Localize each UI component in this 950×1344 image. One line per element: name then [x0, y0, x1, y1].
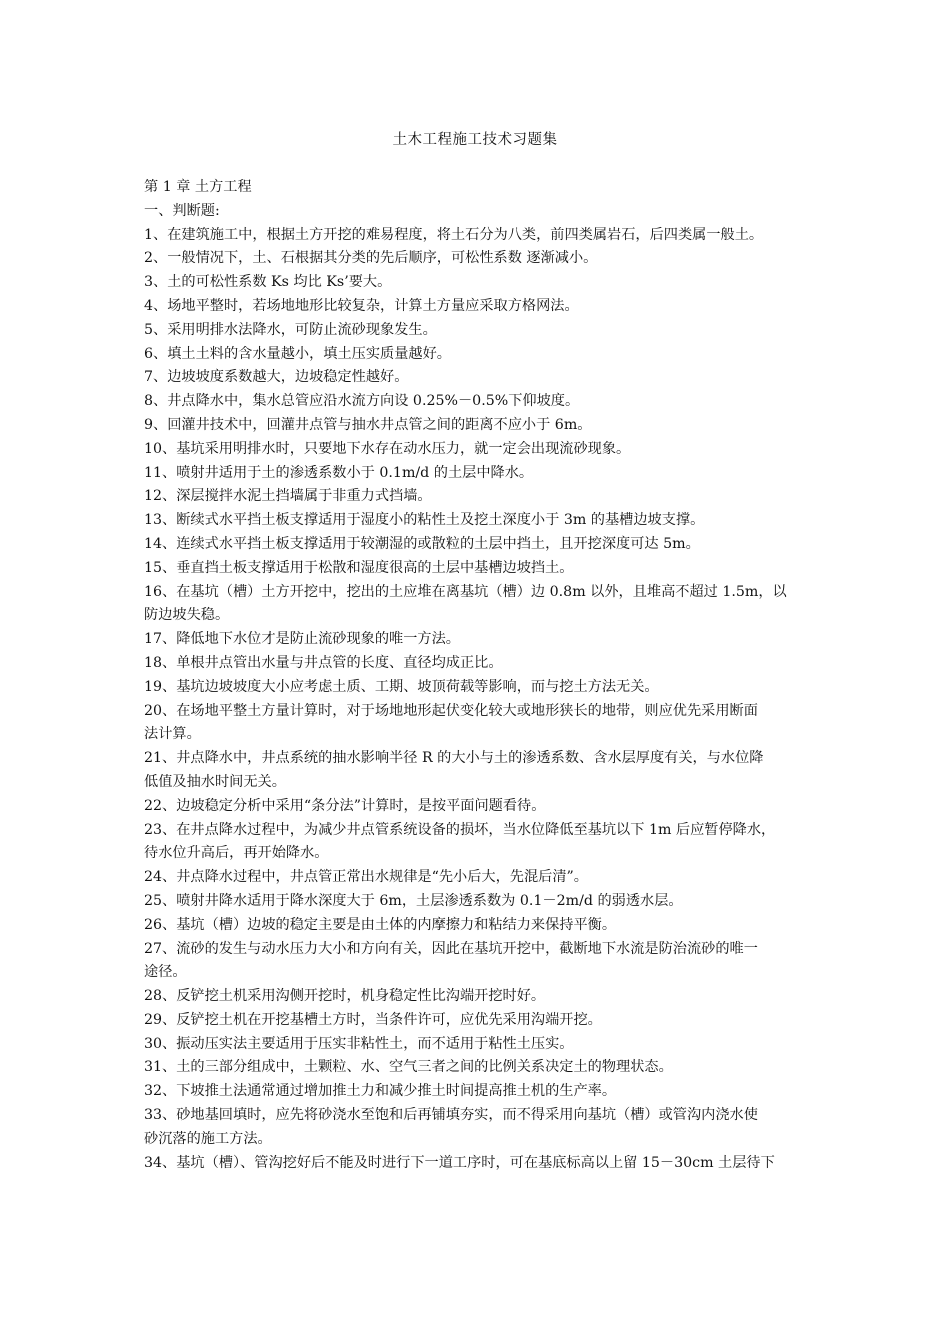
question-item [144, 1080, 878, 1104]
question-text: 4、场地平整时，若场地地形比较复杂，计算土方量应采取方格网法。 [144, 297, 579, 314]
question-item [144, 462, 878, 486]
question-text: 11、喷射井适用于土的渗透系数小于 0.1m/d 的土层中降水。 [144, 464, 534, 481]
question-item [144, 271, 878, 295]
question-item [144, 1056, 878, 1080]
question-text: 32、下坡推土法通常通过增加推土力和减少推土时间提高推土机的生产率。 [144, 1083, 617, 1100]
question-item [144, 747, 878, 795]
chapter-heading: 第 1 章 土方工程 [144, 179, 252, 195]
question-list [144, 224, 878, 1176]
question-text-continued: 待水位升高后，再开始降水。 [144, 845, 329, 862]
question-item [144, 1104, 878, 1152]
question-item [144, 890, 878, 914]
question-item [144, 319, 878, 343]
question-text: 18、单根井点管出水量与井点管的长度、直径均成正比。 [144, 654, 503, 671]
question-text: 29、反铲挖土机在开挖基槽土方时，当条件许可，应优先采用沟端开挖。 [144, 1011, 602, 1028]
question-item [144, 366, 878, 390]
question-item [144, 1152, 878, 1176]
document-title: 土木工程施工技术习题集 [392, 132, 558, 148]
question-text: 30、振动压实法主要适用于压实非粘性土，而不适用于粘性土压实。 [144, 1035, 574, 1052]
question-item [144, 1033, 878, 1057]
question-item [144, 295, 878, 319]
question-text: 13、断续式水平挡土板支撑适用于湿度小的粘性土及挖土深度小于 3m 的基槽边坡支撑。 [144, 512, 705, 529]
question-item [144, 390, 878, 414]
question-text: 6、填土土料的含水量越小，填土压实质量越好。 [144, 345, 451, 362]
question-text: 26、基坑（槽）边坡的稳定主要是由土体的内摩擦力和粘结力来保持平衡。 [144, 916, 617, 933]
question-item [144, 700, 878, 748]
question-text-continued: 低值及抽水时间无关。 [144, 773, 286, 790]
question-text: 22、边坡稳定分析中采用“条分法”计算时，是按平面问题看待。 [144, 797, 546, 814]
question-text: 15、垂直挡土板支撑适用于松散和湿度很高的土层中基槽边坡挡土。 [144, 559, 574, 576]
question-text: 23、在井点降水过程中，为减少井点管系统设备的损坏，当水位降低至基坑以下 1m 后应暂停降水， [144, 821, 776, 838]
question-item [144, 866, 878, 890]
question-text: 31、土的三部分组成中，土颗粒、水、空气三者之间的比例关系决定土的物理状态。 [144, 1059, 673, 1076]
question-text: 1、在建筑施工中，根据土方开挖的难易程度，将土石分为八类，前四类属岩石，后四类属一般土。 [144, 226, 764, 243]
question-item [144, 509, 878, 533]
question-text-continued: 防边坡失稳。 [144, 607, 230, 624]
question-item [144, 247, 878, 271]
question-item [144, 938, 878, 986]
question-text: 25、喷射井降水适用于降水深度大于 6m，土层渗透系数为 0.1－2m/d 的弱透水层。 [144, 892, 683, 909]
question-item [144, 343, 878, 367]
question-text: 14、连续式水平挡土板支撑适用于较潮湿的或散粒的土层中挡土，且开挖深度可达 5m。 [144, 535, 700, 552]
question-text: 5、采用明排水法降水，可防止流砂现象发生。 [144, 321, 437, 338]
question-text: 16、在基坑（槽）土方开挖中，挖出的土应堆在离基坑（槽）边 0.8m 以外，且堆高不超过 1.5m，以 [144, 583, 787, 600]
question-item [144, 914, 878, 938]
section-heading: 一、判断题: [144, 202, 220, 219]
question-item [144, 795, 878, 819]
question-text: 34、基坑（槽）、管沟挖好后不能及时进行下一道工序时，可在基底标高以上留 15－30cm 土层待下 [144, 1154, 775, 1171]
document-body [144, 176, 878, 1175]
question-text: 9、回灌井技术中，回灌井点管与抽水井点管之间的距离不应小于 6m。 [144, 416, 592, 433]
question-item [144, 652, 878, 676]
question-item [144, 533, 878, 557]
question-item [144, 1009, 878, 1033]
question-text-continued: 途径。 [144, 964, 187, 981]
question-item [144, 224, 878, 248]
question-item [144, 819, 878, 867]
question-text: 19、基坑边坡坡度大小应考虑土质、工期、坡顶荷载等影响，而与挖土方法无关。 [144, 678, 659, 695]
question-text-continued: 法计算。 [144, 726, 201, 743]
question-item [144, 628, 878, 652]
question-item [144, 581, 878, 629]
question-text: 12、深层搅拌水泥土挡墙属于非重力式挡墙。 [144, 488, 432, 505]
question-text: 21、井点降水中，井点系统的抽水影响半径 R 的大小与土的渗透系数、含水层厚度有关，与水位降 [144, 750, 764, 767]
question-text: 2、一般情况下，土、石根据其分类的先后顺序，可松性系数 逐渐减小。 [144, 250, 598, 267]
question-text: 8、井点降水中，集水总管应沿水流方向设 0.25%－0.5%下仰坡度。 [144, 393, 580, 410]
question-text: 33、砂地基回填时，应先将砂浇水至饱和后再铺填夯实，而不得采用向基坑（槽）或管沟内浇水使 [144, 1107, 758, 1124]
question-text-continued: 砂沉落的施工方法。 [144, 1130, 272, 1147]
question-text: 3、土的可松性系数 Ks 均比 Ks’要大。 [144, 274, 392, 291]
question-item [144, 557, 878, 581]
question-text: 27、流砂的发生与动水压力大小和方向有关，因此在基坑开挖中，截断地下水流是防治流砂的唯一 [144, 940, 758, 957]
question-item [144, 985, 878, 1009]
question-text: 7、边坡坡度系数越大，边坡稳定性越好。 [144, 369, 409, 386]
question-text: 20、在场地平整土方量计算时，对于场地地形起伏变化较大或地形狭长的地带，则应优先采用断面 [144, 702, 758, 719]
question-text: 17、降低地下水位才是防止流砂现象的唯一方法。 [144, 631, 460, 648]
question-item [144, 438, 878, 462]
question-item [144, 676, 878, 700]
question-text: 10、基坑采用明排水时，只要地下水存在动水压力，就一定会出现流砂现象。 [144, 440, 631, 457]
question-item [144, 485, 878, 509]
question-text: 24、井点降水过程中，井点管正常出水规律是“先小后大，先混后清”。 [144, 869, 588, 886]
question-text: 28、反铲挖土机采用沟侧开挖时，机身稳定性比沟端开挖时好。 [144, 988, 546, 1005]
question-item [144, 414, 878, 438]
